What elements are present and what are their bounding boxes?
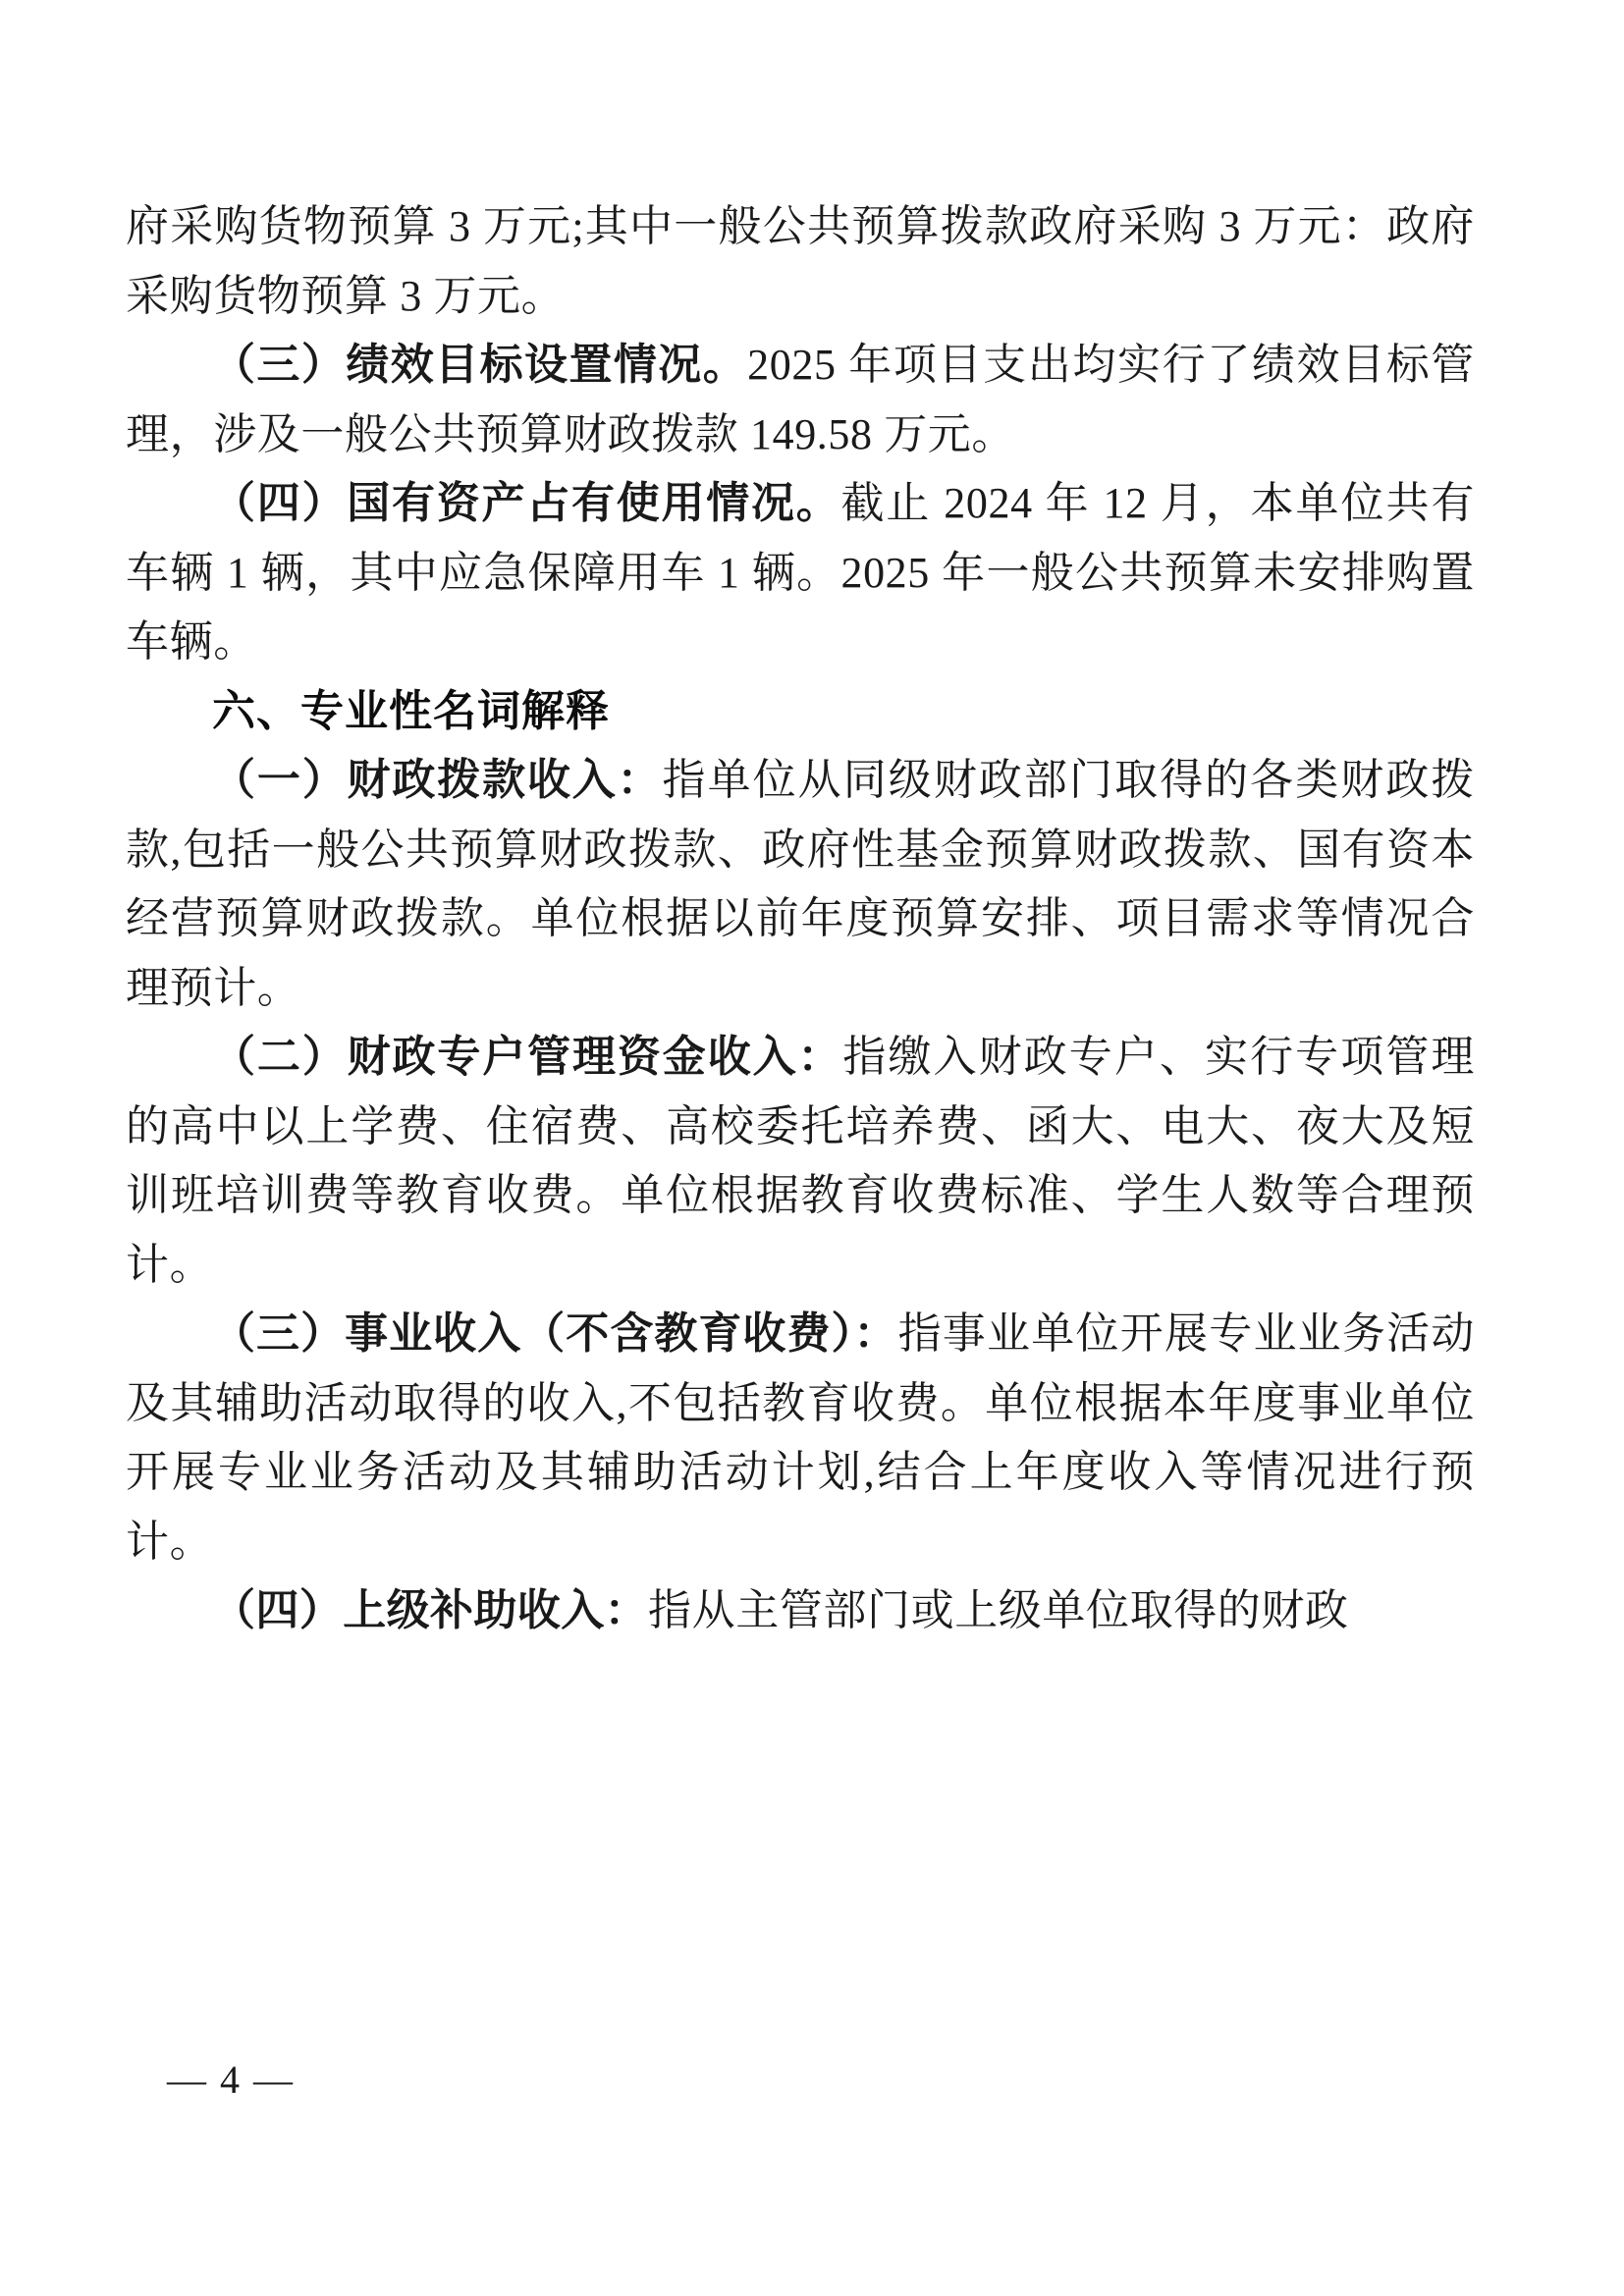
paragraph-state-owned-asset-usage <box>126 469 1475 677</box>
paragraph-text: 截止 2024 年 12 月，本单位共有车辆 1 辆，其中应急保障用车 1 辆。2025 年一般公共预算未安排购置车辆。 <box>126 479 1475 666</box>
paragraph-lead-label: （二）财政专户管理资金收入： <box>212 1033 843 1081</box>
paragraph-lead-label: （四）国有资产占有使用情况。 <box>212 479 841 527</box>
paragraph-text: 指单位从同级财政部门取得的各类财政拨款,包括一般公共预算财政拨款、政府性基金预算财政拨款、国有资本经营预算财政拨款。单位根据以前年度预算安排、项目需求等情况合理预计。 <box>126 756 1475 1012</box>
paragraph-text: 指事业单位开展专业业务活动及其辅助活动取得的收入,不包括教育收费。单位根据本年度事业单位开展专业业务活动及其辅助活动计划,结合上年度收入等情况进行预计。 <box>126 1309 1475 1566</box>
paragraph-lead-label: （三）绩效目标设置情况。 <box>212 341 748 389</box>
paragraph-text: 指从主管部门或上级单位取得的财政 <box>648 1586 1349 1634</box>
paragraph-text: 府采购货物预算 3 万元;其中一般公共预算拨款政府采购 3 万元：政府采购货物预算 3 万元。 <box>126 202 1475 320</box>
section-heading-terminology: 六、专业性名词解释 <box>212 686 610 735</box>
paragraph-lead-label: （四）上级补助收入： <box>212 1586 648 1634</box>
paragraph-term-fiscal-appropriation-income <box>126 746 1475 1023</box>
document-text-column <box>126 192 1475 1646</box>
paragraph-text: 2025 年项目支出均实行了绩效目标管理，涉及一般公共预算财政拨款 149.58 万元。 <box>126 341 1475 458</box>
paragraph-government-procurement-continued <box>126 192 1475 331</box>
paragraph-lead-label: （一）财政拨款收入： <box>212 756 663 804</box>
paragraph-term-business-income <box>126 1300 1475 1576</box>
paragraph-performance-target-setting <box>126 331 1475 469</box>
page-number-footer: — 4 — <box>167 2057 295 2102</box>
paragraph-term-superior-subsidy-income <box>126 1576 1475 1646</box>
paragraph-term-special-account-funds-income <box>126 1023 1475 1300</box>
paragraph-lead-label: （三）事业收入（不含教育收费）： <box>212 1309 898 1358</box>
paragraph-text: 指缴入财政专户、实行专项管理的高中以上学费、住宿费、高校委托培养费、函大、电大、夜大及短训班培训费等教育收费。单位根据教育收费标准、学生人数等合理预计。 <box>126 1033 1475 1289</box>
